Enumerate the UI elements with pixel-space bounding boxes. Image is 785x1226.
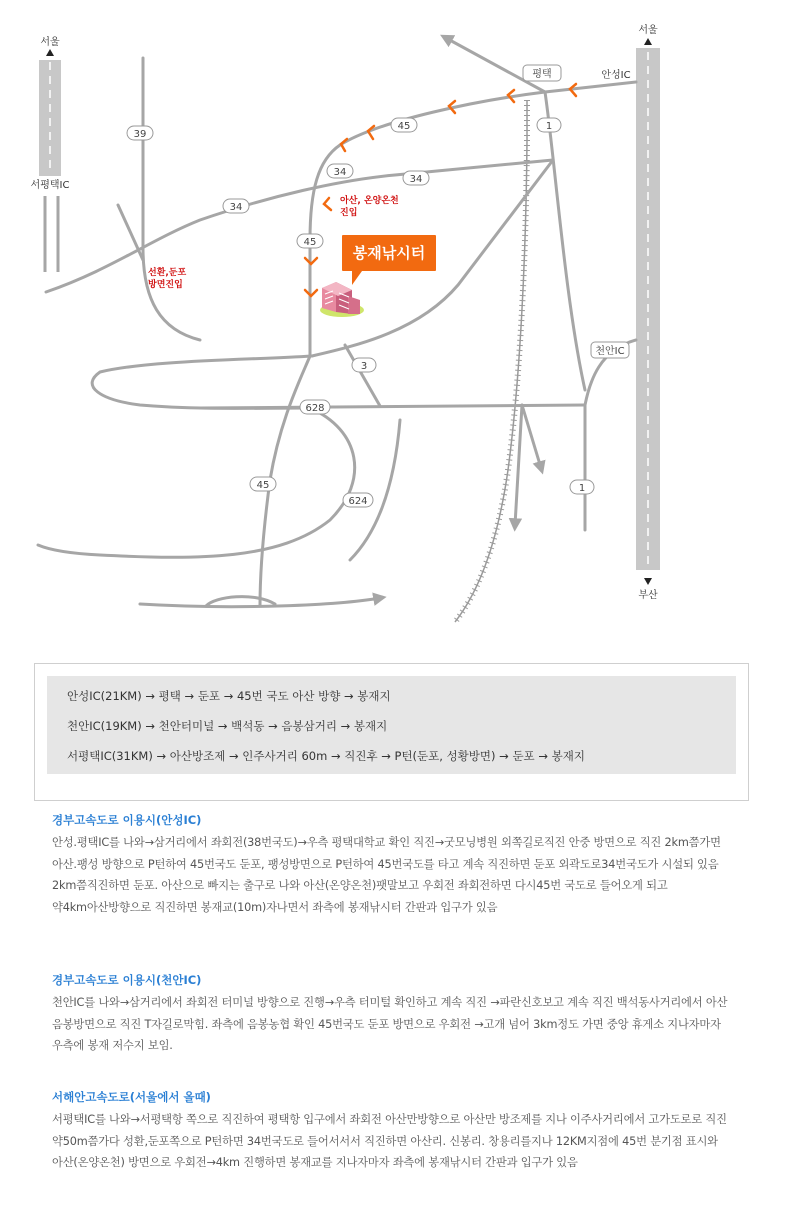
route-45-label: 45: [256, 480, 270, 491]
route-39-label: 39: [133, 129, 147, 140]
route-628-label: 628: [305, 403, 325, 414]
route-624-label: 624: [348, 496, 368, 507]
section-title: 서해안고속도로(서울에서 올때): [52, 1090, 211, 1104]
directions-cheonan: [52, 972, 742, 1057]
anseong-ic-label: 안성IC: [601, 70, 631, 81]
route-34-label: 34: [409, 174, 423, 185]
route-34-label: 34: [229, 202, 243, 213]
route-1-label: 1: [578, 483, 586, 494]
seopyeongtaek-ic-label: 서평택IC: [30, 180, 70, 191]
cheonan-ic-label: 천안IC: [595, 346, 625, 357]
route-line-anseong: 안성IC(21KM) → 평택 → 둔포 → 45번 국도 아산 방향 → 봉재지: [67, 689, 391, 703]
section-title: 경부고속도로 이용시(천안IC): [52, 973, 202, 987]
seoul-label-right: 서울: [638, 25, 658, 36]
directions-seohaean: [52, 1089, 742, 1174]
railway-ties: [455, 100, 527, 622]
north-arrow-icon: [644, 38, 652, 45]
railway-line: [455, 100, 527, 622]
right-highway: [636, 38, 660, 585]
north-arrow-icon: [46, 49, 54, 56]
busan-label: 부산: [638, 590, 658, 601]
seoul-label-left: 서울: [40, 37, 60, 48]
dunpo-label: 선환,둔포: [148, 268, 187, 278]
left-highway: [39, 49, 61, 272]
destination-pointer: [352, 271, 362, 285]
directions-anseong: [52, 812, 742, 918]
asan-oncheon-entry-label: 진입: [340, 208, 358, 218]
chevron-left-icon: [368, 126, 374, 139]
chevron-left-icon: [341, 139, 347, 151]
pyeongtaek-label: 평택: [532, 69, 552, 80]
south-arrow-icon: [644, 578, 652, 585]
section-body: 서평택IC를 나와→서평택항 쪽으로 직진하여 평택항 입구에서 좌회전 아산만방향으로 아산만 방조제를 지나 이주사거리에서 고가도로로 직진 약50m쯤가다 성환,둔포쪽으로 P턴하면 34번국도로 들어서서서 직진하면 아산리. 신봉리. 창용리를지나 12KM지점에 45번 분기점 표시와 아산(온양온천) 방면으로 우회전→4km 진행하면 봉재교를 지나자마자 좌측에 봉재낚시터 간판과 입구가 있음: [52, 1113, 727, 1169]
destination-badge: 봉재낚시터: [342, 235, 436, 271]
section-body: 천안IC를 나와→삼거리에서 좌회전 터미널 방향으로 진행→우측 터미털 확인하고 계속 직진 →파란신호보고 계속 직진 백석동사거리에서 아산 음봉방면으로 직진 T자길로막힘. 좌측에 음봉농협 확인 45번국도 둔포 방면으로 우회전 →고개 넘어 3km정도 가면 중앙 휴게소 지나자마자 우측에 봉재 저수지 보임.: [52, 996, 728, 1052]
asan-oncheon-label: 아산, 온양온천: [340, 196, 399, 206]
section-body: 안성.평택IC를 나와→삼거리에서 좌회전(38번국도)→우측 평택대학교 확인 직진→굿모닝병원 외쪽길로직진 안중 방면으로 직진 2km쯤가면 아산.팽성 방향으로 P턴하여 45번국도 둔포, 팽성방면으로 P턴하여 45번국도를 타고 계속 직진하면 둔포 외곽도로34번국도가 시설되 있음 2km쯤직진하면 둔포. 아산으로 빠지는 출구로 나와 아산(온양온천)팻말보고 우회전 좌회전하면 다시45번 국도로 들어오게 되고 약4km아산방향으로 직진하면 봉재교(10m)자나면서 좌측에 봉재낚시터 간판과 입구가 있음: [52, 836, 721, 914]
route-45-label: 45: [397, 121, 411, 132]
route-line-seopyeongtaek: 서평택IC(31KM) → 아산방조제 → 인주사거리 60m → 직진후 → P턴(둔포, 성황방면) → 둔포 → 봉재지: [67, 749, 585, 763]
chevron-left-icon: [324, 198, 331, 210]
route-45-label: 45: [303, 237, 317, 248]
route-summary-box: [34, 663, 749, 801]
route-summary-panel: [47, 676, 736, 774]
route-3-label: 3: [360, 361, 368, 372]
route-1-label: 1: [545, 121, 553, 132]
building-icon: [320, 282, 364, 317]
section-title: 경부고속도로 이용시(안성IC): [52, 813, 202, 827]
route-34-label: 34: [333, 167, 347, 178]
route-line-cheonan: 천안IC(19KM) → 천안터미널 → 백석동 → 음봉삼거리 → 봉재지: [67, 719, 388, 733]
dunpo-entry-label: 방면진입: [148, 280, 183, 290]
